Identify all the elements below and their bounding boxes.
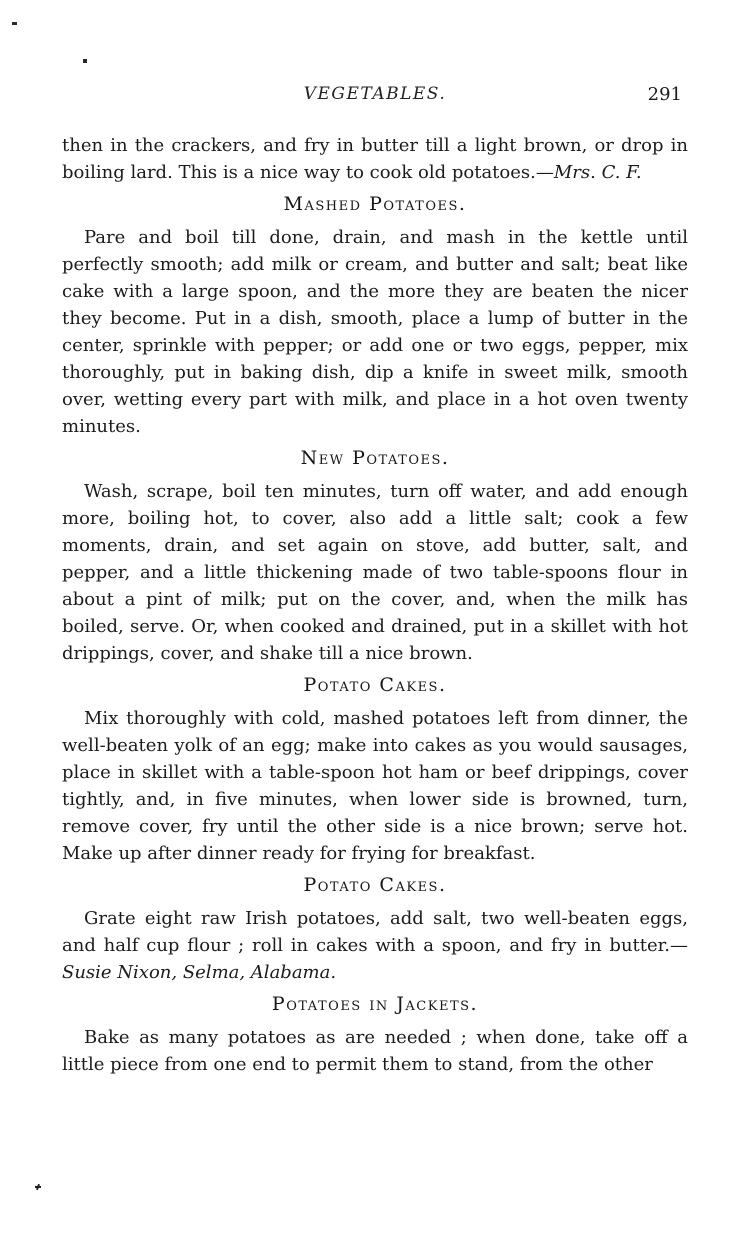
page-header — [62, 84, 688, 106]
print-speck — [83, 59, 87, 63]
paragraph-potato-cakes-1: Mix thoroughly with cold, mashed potatoes left from dinner, the well-beaten yolk of an egg; make into cakes as you would sausages, place in skillet with a table-spoon hot ham or beef drippings, cover tightly, and, in five minutes, when lower side is browned, turn, remove cover, fry until the other side is a nice brown; serve hot. Make up after dinner ready for frying for breakfast. — [62, 708, 688, 864]
print-speck — [12, 22, 17, 25]
paragraph-text: Grate eight raw Irish potatoes, add salt, two well-beaten eggs, and half cup flour ; roll in cakes with a spoon, and fry in butter.— — [62, 908, 688, 956]
paragraph-potatoes-in-jackets: Bake as many potatoes as are needed ; when done, take off a little piece from one end to permit them to stand, from the other — [62, 1027, 688, 1075]
heading-potatoes-in-jackets: Potatoes in Jackets. — [271, 993, 479, 1015]
paragraph-potato-cakes-2 — [62, 905, 688, 986]
paragraph-mashed-potatoes: Pare and boil till done, drain, and mash in the kettle until perfectly smooth; add milk or cream, and butter and salt; beat like cake with a large spoon, and the more they are beaten the nicer they become. Put in a dish, smooth, place a lump of butter in the center, sprinkle with pepper; or add one or two eggs, pepper, mix thoroughly, put in baking dish, dip a knife in sweet milk, smooth over, wetting every part with milk, and place in a hot oven twenty minutes. — [62, 227, 688, 437]
running-title: VEGETABLES. — [303, 84, 447, 104]
attribution-susie-nixon: Susie Nixon, Selma, Alabama. — [62, 962, 337, 983]
print-speck — [35, 1184, 41, 1190]
heading-mashed-potatoes: Mashed Potatoes. — [283, 193, 467, 215]
page-number: 291 — [647, 84, 682, 105]
heading-potato-cakes-1: Potato Cakes. — [303, 674, 447, 696]
paragraph-text: then in the crackers, and fry in butter till a light brown, or drop in boiling lard. This is a nice way to cook old potatoes.— — [62, 135, 688, 183]
attribution-mrs-cf: Mrs. C. F. — [553, 162, 642, 183]
paragraph-fried-potatoes-continuation — [62, 132, 688, 186]
paragraph-new-potatoes: Wash, scrape, boil ten minutes, turn off water, and add enough more, boiling hot, to cover, also add a little salt; cook a few moments, drain, and set again on stove, add butter, salt, and pepper, and a little thickening made of two table-spoons flour in about a pint of milk; put on the cover, and, when the milk has boiled, serve. Or, when cooked and drained, put in a skillet with hot drippings, cover, and shake till a nice brown. — [62, 481, 688, 664]
heading-new-potatoes: New Potatoes. — [300, 447, 450, 469]
heading-potato-cakes-2: Potato Cakes. — [303, 874, 447, 896]
